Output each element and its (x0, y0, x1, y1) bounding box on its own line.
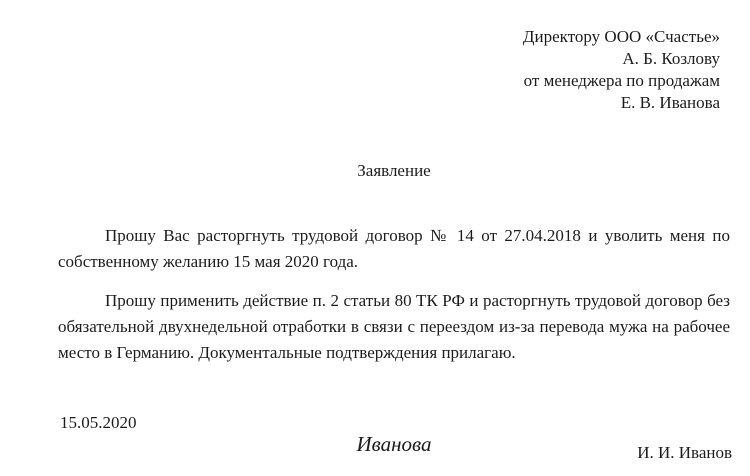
body-paragraph-2: Прошу применить действие п. 2 статьи 80 ТК РФ и расторгнуть трудовой договор без обязательной двухнедельной отработки в связи с переездом из-за перевода мужа на рабочее место в Германию. Документальные подтверждения прилагаю. (58, 291, 730, 362)
signatory-name: И. И. Иванов (637, 443, 732, 462)
document-body (58, 223, 730, 366)
recipient-line-director: Директору ООО «Счастье» (522, 27, 720, 46)
recipient-line-sender-name: Е. В. Иванова (620, 93, 720, 112)
recipient-block (523, 26, 720, 114)
body-paragraph-1: Прошу Вас расторгнуть трудовой договор № 14 от 27.04.2018 и уволить меня по собственному желанию 15 мая 2020 года. (58, 226, 730, 271)
document-title: Заявление (357, 161, 431, 180)
document-date: 15.05.2020 (60, 413, 137, 432)
recipient-line-director-name: А. Б. Козлову (622, 49, 720, 68)
handwritten-signature: Иванова (356, 432, 432, 456)
recipient-line-sender-role: от менеджера по продажам (523, 71, 720, 90)
